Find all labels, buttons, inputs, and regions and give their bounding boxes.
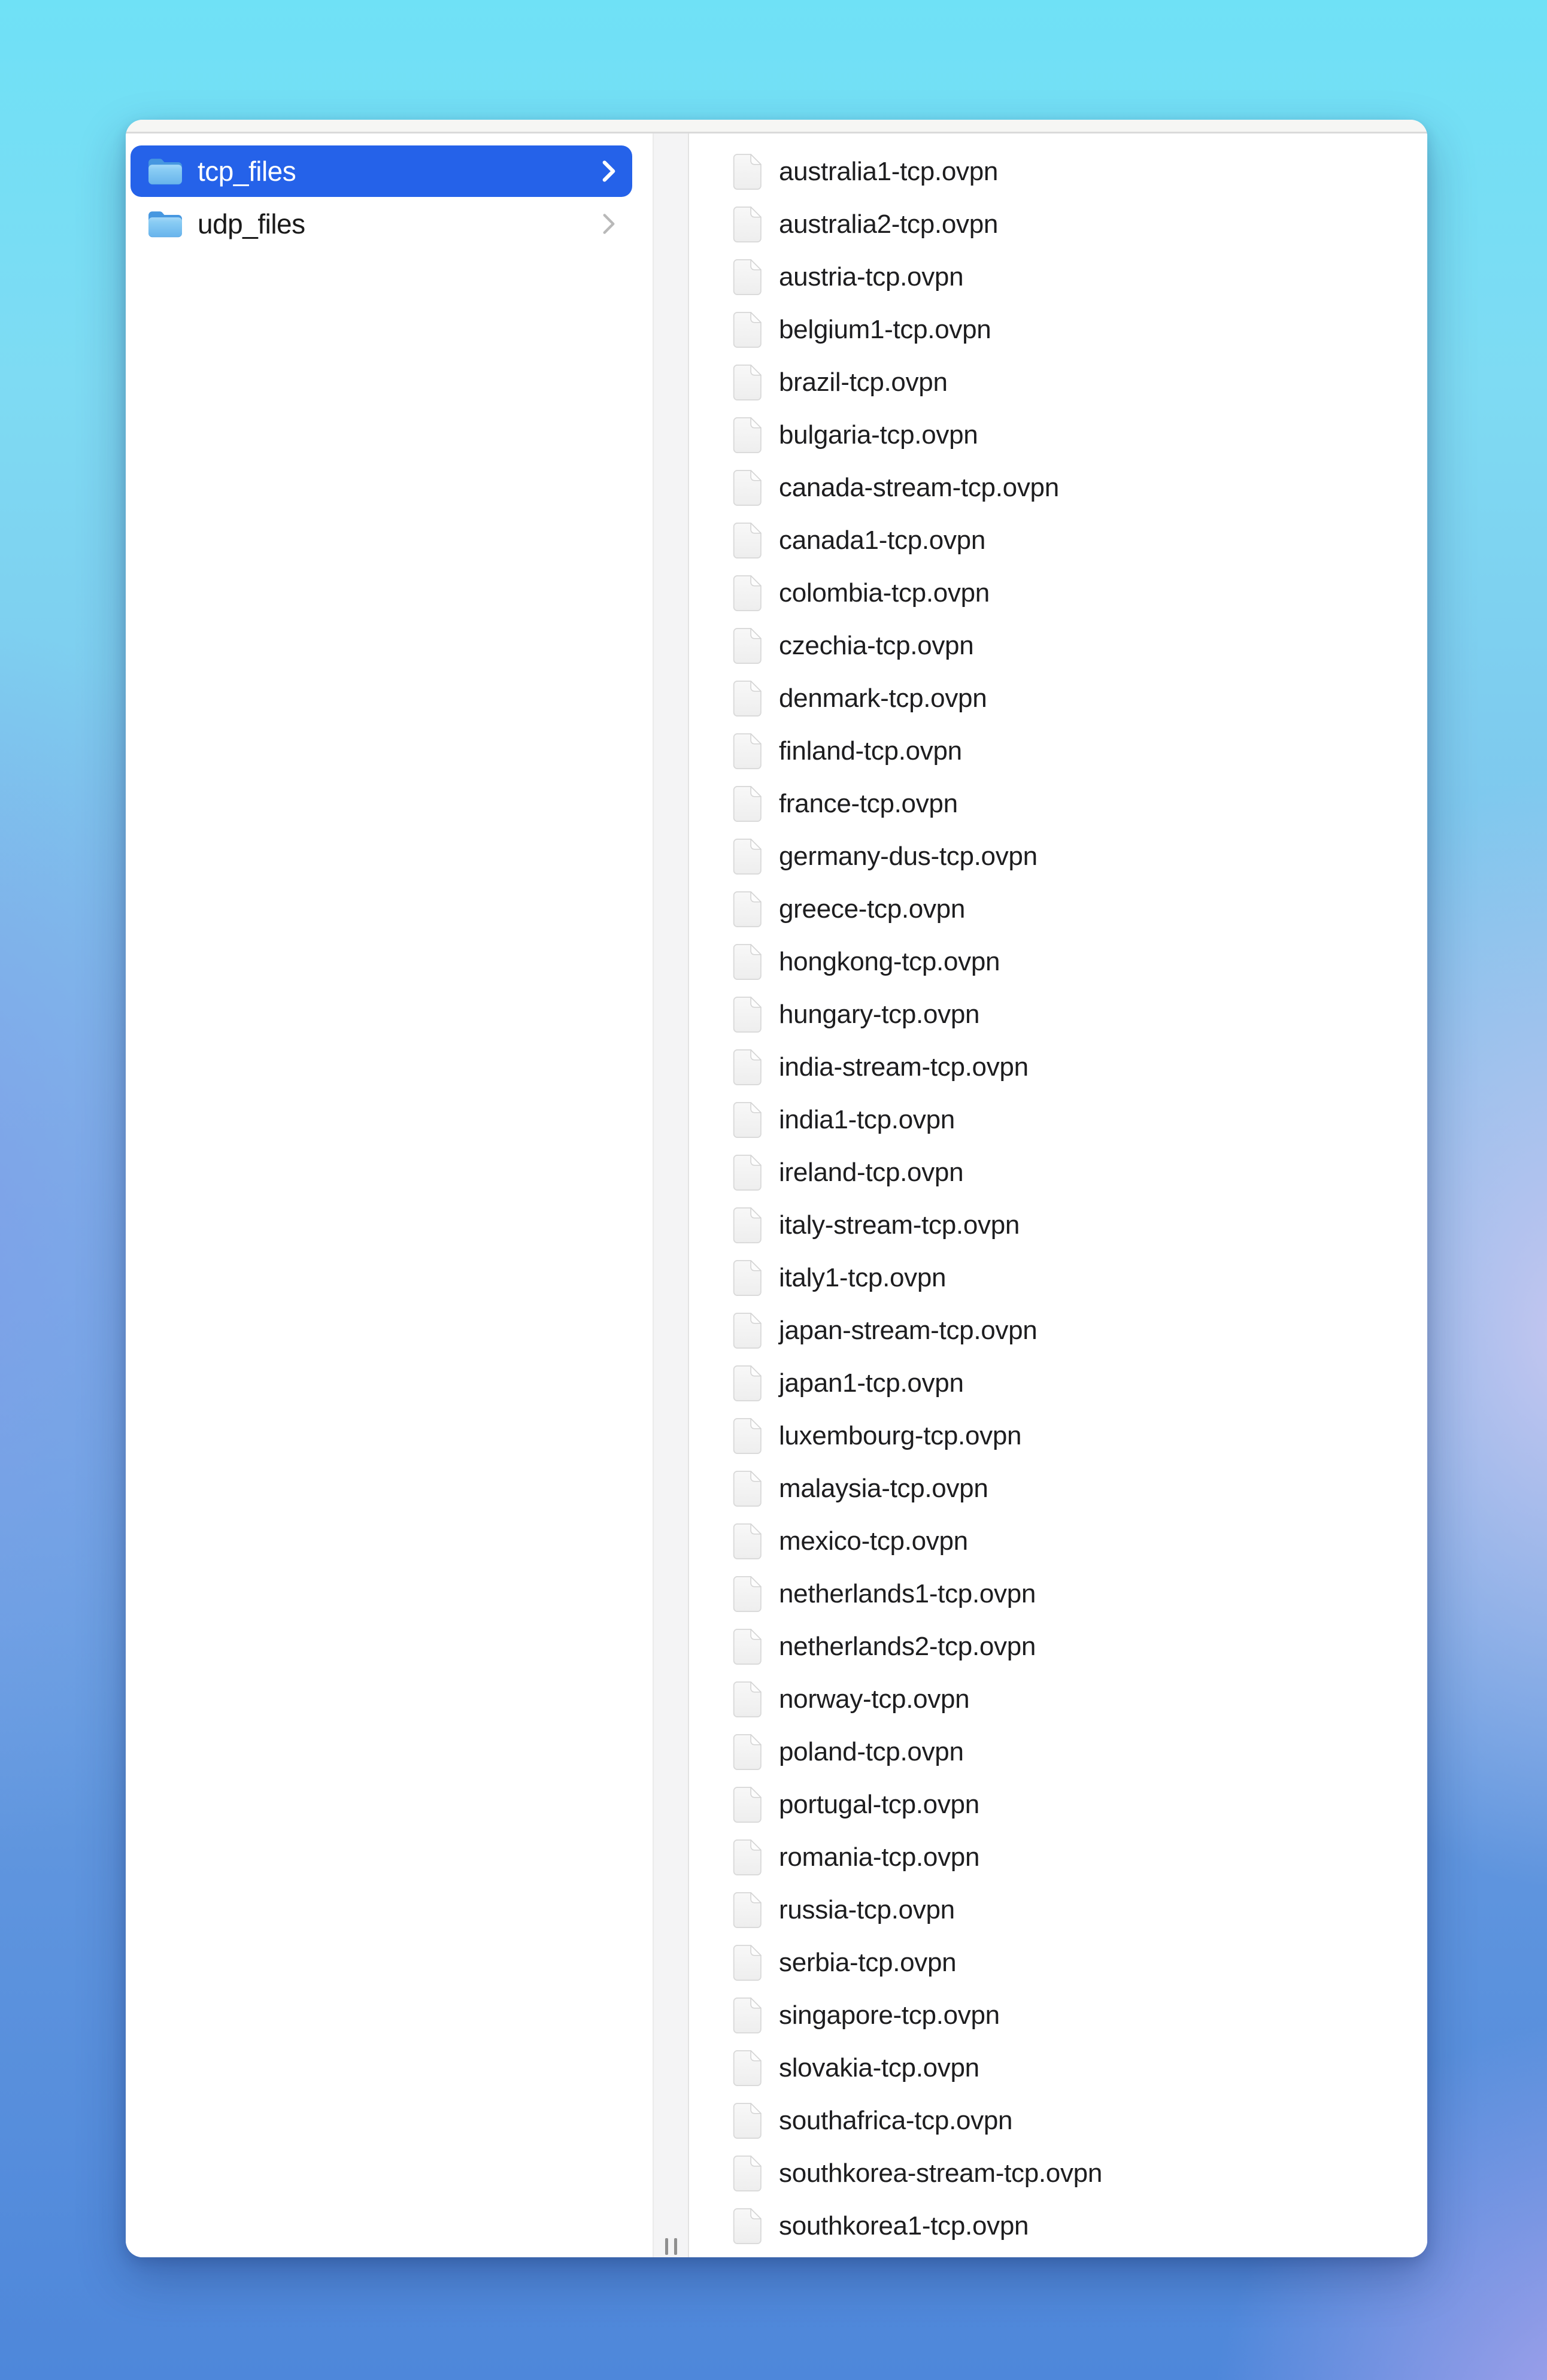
file-list-item[interactable] [689,1041,1427,1094]
file-name: hungary-tcp.ovpn [779,1000,980,1029]
finder-window [126,120,1427,2257]
document-icon [731,575,762,612]
document-icon [731,153,762,190]
document-icon [731,943,762,980]
file-list-item[interactable] [689,1989,1427,2042]
document-icon [731,1207,762,1244]
document-icon [731,2208,762,2245]
chevron-right-icon [601,212,617,236]
column-divider [653,133,689,2257]
document-icon [731,733,762,770]
file-list-item[interactable] [689,1094,1427,1146]
file-list-item[interactable] [689,2147,1427,2200]
file-name: brazil-tcp.ovpn [779,368,948,397]
document-icon [731,1417,762,1455]
file-name: southafrica-tcp.ovpn [779,2106,1013,2135]
file-name: australia1-tcp.ovpn [779,157,999,186]
file-name: romania-tcp.ovpn [779,1842,980,1872]
file-list-item[interactable] [689,462,1427,514]
document-icon [731,1312,762,1349]
document-icon [731,1523,762,1560]
window-titlebar[interactable] [126,120,1427,133]
sidebar-item-udp_files[interactable] [131,198,632,250]
document-icon [731,1575,762,1613]
document-icon [731,1734,762,1771]
sidebar-folder-list [126,145,653,250]
document-icon [731,680,762,717]
document-icon [731,2155,762,2192]
file-list-item[interactable] [689,936,1427,988]
file-list-item[interactable] [689,1620,1427,1673]
file-name: colombia-tcp.ovpn [779,578,990,608]
file-name: malaysia-tcp.ovpn [779,1474,988,1503]
file-list-item[interactable] [689,1936,1427,1989]
file-name: germany-dus-tcp.ovpn [779,842,1038,871]
file-name: canada1-tcp.ovpn [779,526,986,555]
file-name: luxembourg-tcp.ovpn [779,1421,1022,1450]
document-icon [731,1154,762,1191]
document-icon [731,259,762,296]
file-name: canada-stream-tcp.ovpn [779,473,1059,502]
file-name: ireland-tcp.ovpn [779,1158,964,1187]
file-list-item[interactable] [689,1252,1427,1304]
document-icon [731,891,762,928]
file-list-item[interactable] [689,356,1427,409]
file-name: australia2-tcp.ovpn [779,210,999,239]
file-list-item[interactable] [689,1462,1427,1515]
file-name: czechia-tcp.ovpn [779,631,974,660]
file-list-item[interactable] [689,2094,1427,2147]
folder-name: tcp_files [198,156,296,187]
file-list-item[interactable] [689,2042,1427,2094]
file-list-item[interactable] [689,1357,1427,1410]
file-list-item[interactable] [689,409,1427,462]
folder-icon [147,210,183,238]
document-icon [731,311,762,348]
file-list-item[interactable] [689,1304,1427,1357]
document-icon [731,1997,762,2034]
file-list-item[interactable] [689,883,1427,936]
file-list-item[interactable] [689,567,1427,620]
file-list-item[interactable] [689,1831,1427,1884]
sidebar-item-tcp_files[interactable] [131,145,632,197]
file-list-item[interactable] [689,198,1427,251]
document-icon [731,2050,762,2087]
file-list-item[interactable] [689,1199,1427,1252]
document-icon [731,1049,762,1086]
file-name: portugal-tcp.ovpn [779,1790,979,1819]
file-name: denmark-tcp.ovpn [779,684,987,713]
sidebar-column [126,133,653,2257]
file-list-item[interactable] [689,830,1427,883]
document-icon [731,785,762,822]
file-name: greece-tcp.ovpn [779,894,966,924]
chevron-right-icon [601,159,617,183]
file-name: singapore-tcp.ovpn [779,2000,1000,2030]
file-name: norway-tcp.ovpn [779,1684,970,1714]
document-icon [731,1101,762,1139]
file-list-column [689,133,1427,2257]
document-icon [731,522,762,559]
file-list-item[interactable] [689,988,1427,1041]
file-list-item[interactable] [689,1515,1427,1568]
document-icon [731,1628,762,1665]
document-icon [731,996,762,1033]
document-icon [731,2102,762,2139]
file-name: southkorea1-tcp.ovpn [779,2211,1029,2241]
file-name: austria-tcp.ovpn [779,262,964,292]
file-list-item[interactable] [689,620,1427,672]
file-list-item[interactable] [689,1673,1427,1726]
document-icon [731,838,762,875]
file-list-item[interactable] [689,145,1427,198]
file-list-item[interactable] [689,303,1427,356]
file-name: belgium1-tcp.ovpn [779,315,991,344]
file-name: netherlands2-tcp.ovpn [779,1632,1036,1661]
file-name: poland-tcp.ovpn [779,1737,964,1766]
file-list [689,145,1427,2252]
file-list-item[interactable] [689,1146,1427,1199]
file-name: slovakia-tcp.ovpn [779,2053,979,2082]
file-list-item[interactable] [689,514,1427,567]
document-icon [731,469,762,506]
file-list-item[interactable] [689,1726,1427,1778]
file-name: hongkong-tcp.ovpn [779,947,1000,976]
file-name: italy-stream-tcp.ovpn [779,1210,1020,1240]
document-icon [731,1259,762,1297]
file-list-item[interactable] [689,725,1427,778]
file-list-item[interactable] [689,251,1427,303]
folder-name: udp_files [198,208,305,239]
folder-icon [147,157,183,186]
file-list-item[interactable] [689,1884,1427,1936]
file-list-item[interactable] [689,778,1427,830]
file-name: italy1-tcp.ovpn [779,1263,947,1292]
file-name: india1-tcp.ovpn [779,1105,955,1134]
document-icon [731,1944,762,1981]
file-list-item[interactable] [689,2200,1427,2252]
document-icon [731,364,762,401]
document-icon [731,1839,762,1876]
document-icon [731,417,762,454]
document-icon [731,1681,762,1718]
window-content [126,133,1427,2257]
file-name: russia-tcp.ovpn [779,1895,955,1924]
file-name: netherlands1-tcp.ovpn [779,1579,1036,1608]
document-icon [731,1470,762,1507]
document-icon [731,1786,762,1823]
file-list-item[interactable] [689,1410,1427,1462]
document-icon [731,627,762,664]
file-name: japan1-tcp.ovpn [779,1368,964,1398]
file-list-item[interactable] [689,1778,1427,1831]
file-name: bulgaria-tcp.ovpn [779,420,978,450]
column-resize-handle[interactable] [665,2238,677,2255]
file-name: finland-tcp.ovpn [779,736,962,766]
file-name: serbia-tcp.ovpn [779,1948,957,1977]
file-name: southkorea-stream-tcp.ovpn [779,2159,1103,2188]
file-name: japan-stream-tcp.ovpn [779,1316,1038,1345]
file-list-item[interactable] [689,672,1427,725]
file-name: france-tcp.ovpn [779,789,958,818]
file-list-item[interactable] [689,1568,1427,1620]
document-icon [731,1365,762,1402]
document-icon [731,206,762,243]
file-name: mexico-tcp.ovpn [779,1526,968,1556]
document-icon [731,1892,762,1929]
file-name: india-stream-tcp.ovpn [779,1052,1029,1082]
